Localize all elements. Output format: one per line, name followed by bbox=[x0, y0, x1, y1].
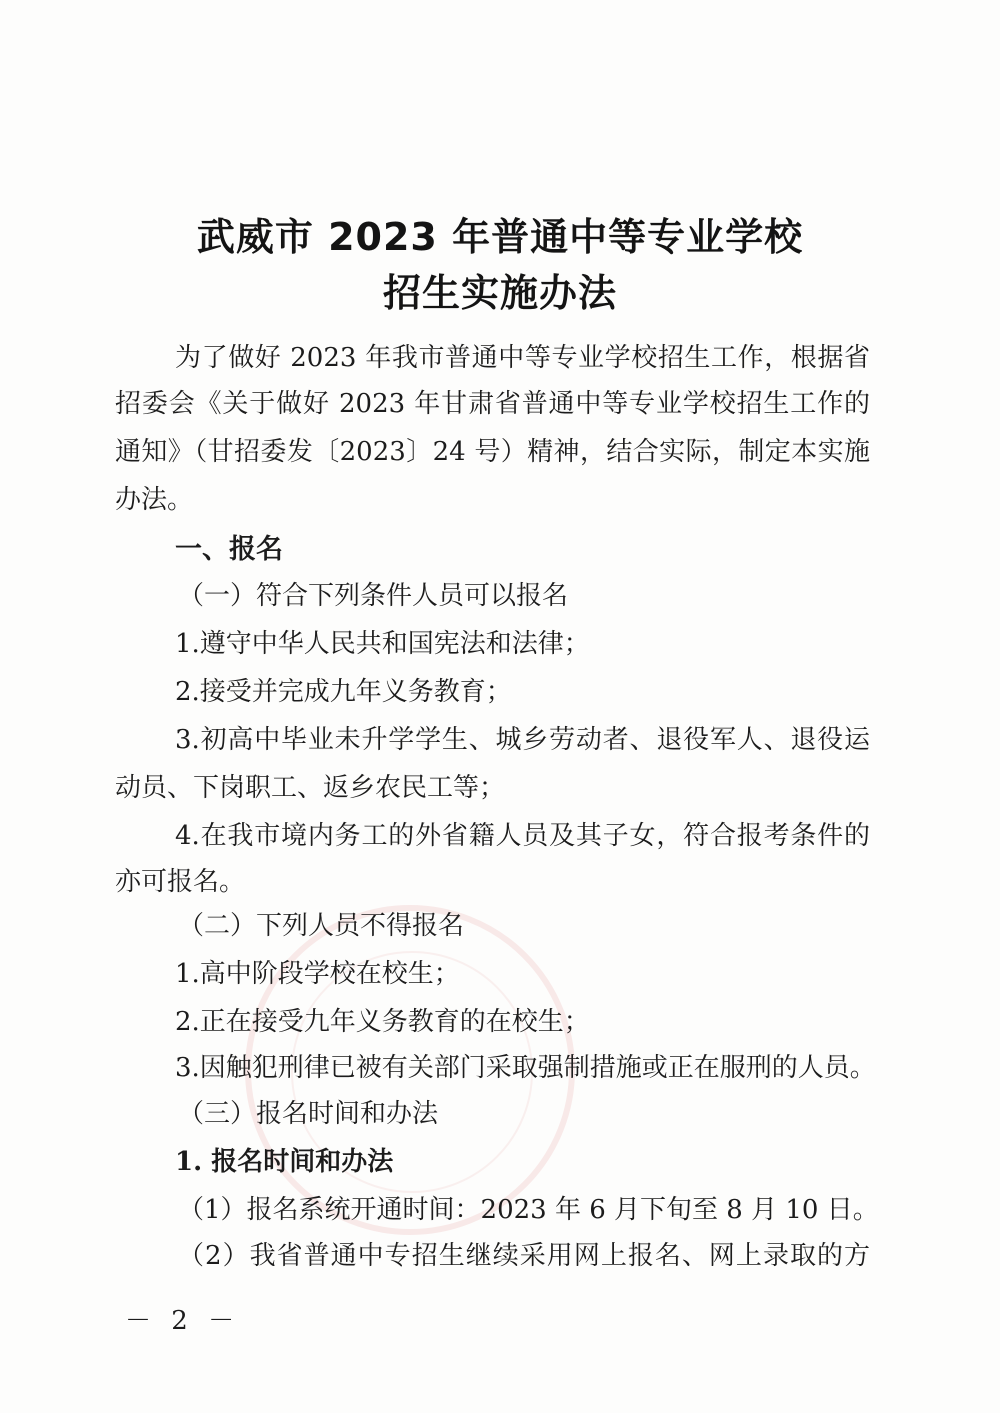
intro-line-3: 通知》（甘招委发〔2023〕24 号）精神，结合实际，制定本实施 bbox=[115, 437, 870, 467]
subsection-3-item-1-heading: 1. 报名时间和办法 bbox=[175, 1147, 394, 1177]
subsection-3-item-1-line-2: （2）我省普通中专招生继续采用网上报名、网上录取的方 bbox=[178, 1241, 870, 1271]
subsection-2-item-3: 3.因触犯刑律已被有关部门采取强制措施或正在服刑的人员。 bbox=[175, 1053, 876, 1083]
intro-line-4: 办法。 bbox=[115, 485, 194, 515]
page-number: － 2 － bbox=[125, 1306, 241, 1336]
subsection-1-item-4-line-2: 亦可报名。 bbox=[115, 867, 246, 897]
subsection-1-item-2: 2.接受并完成九年义务教育； bbox=[175, 677, 512, 707]
section-1-heading: 一、报名 bbox=[175, 534, 283, 565]
subsection-1-item-3-line-1: 3.初高中毕业未升学学生、城乡劳动者、退役军人、退役运 bbox=[175, 725, 870, 755]
intro-line-1: 为了做好 2023 年我市普通中等专业学校招生工作，根据省 bbox=[175, 343, 870, 373]
subsection-1-item-3-line-2: 动员、下岗职工、返乡农民工等； bbox=[115, 773, 506, 803]
subsection-1-heading: （一）符合下列条件人员可以报名 bbox=[178, 581, 569, 611]
subsection-2-item-2: 2.正在接受九年义务教育的在校生； bbox=[175, 1007, 590, 1037]
intro-line-2: 招委会《关于做好 2023 年甘肃省普通中等专业学校招生工作的 bbox=[115, 389, 870, 419]
subsection-3-heading: （三）报名时间和办法 bbox=[178, 1099, 439, 1129]
subsection-1-item-1: 1.遵守中华人民共和国宪法和法律； bbox=[175, 629, 590, 659]
subsection-3-item-1-line-1: （1）报名系统开通时间：2023 年 6 月下旬至 8 月 10 日。 bbox=[178, 1195, 879, 1225]
document-title-line-1: 武威市 2023 年普通中等专业学校 bbox=[196, 215, 804, 259]
subsection-2-item-1: 1.高中阶段学校在校生； bbox=[175, 959, 460, 989]
subsection-2-heading: （二）下列人员不得报名 bbox=[178, 911, 465, 941]
subsection-1-item-4-line-1: 4.在我市境内务工的外省籍人员及其子女，符合报考条件的 bbox=[175, 821, 870, 851]
document-title-line-2: 招生实施办法 bbox=[382, 271, 617, 315]
